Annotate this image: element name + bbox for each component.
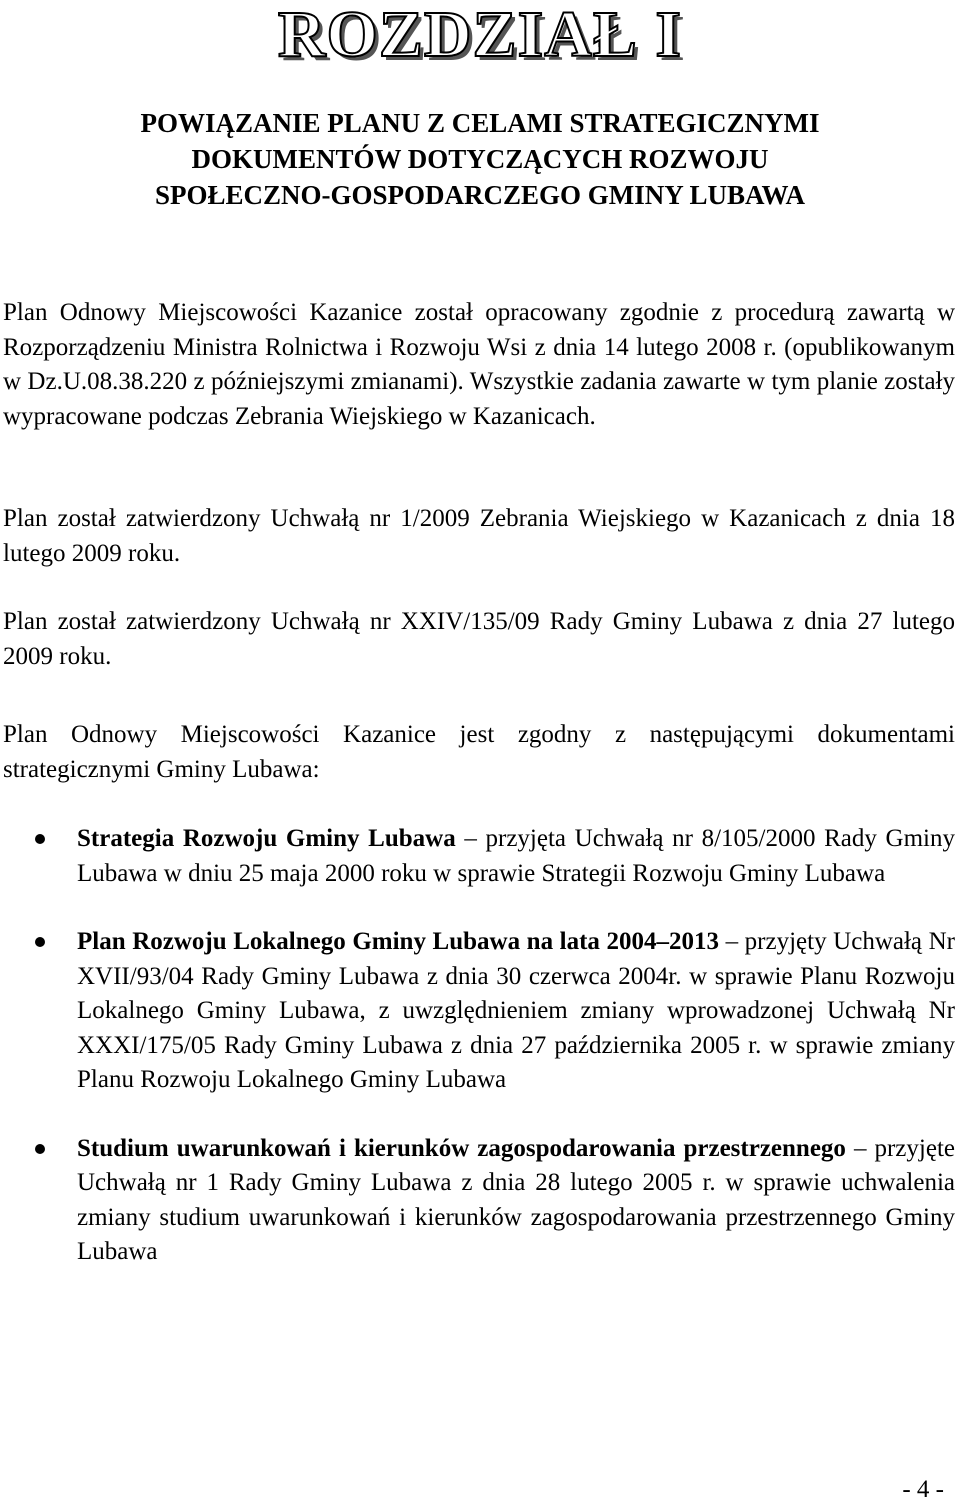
chapter-subtitle xyxy=(0,105,960,213)
bullet-icon xyxy=(35,834,45,844)
subtitle-line: DOKUMENTÓW DOTYCZĄCYCH ROZWOJU xyxy=(191,144,769,174)
list-item-strategy xyxy=(0,822,955,891)
list-item-text: – przyjęte Uchwałą nr 1 Rady Gminy Lubawa z dnia 28 lutego 2005 r. w sprawie uchwalenia zmiany studium uwarunkowań i kierunków zagospodarowania przestrzennego Gminy Lubawa xyxy=(77,1134,955,1265)
subtitle-line: SPOŁECZNO-GOSPODARCZEGO GMINY LUBAWA xyxy=(154,180,806,210)
list-item-text: – przyjęty Uchwałą Nr XVII/93/04 Rady Gminy Lubawa z dnia 30 czerwca 2004r. w sprawie Planu Rozwoju Lokalnego Gminy Lubawa, z uwzględnieniem zmiany wprowadzonej Uchwałą Nr XXXI/175/05 Rady Gminy Lubawa z dnia 27 października 2005 r. w sprawie zmiany Planu Rozwoju Lokalnego Gminy Lubawa xyxy=(77,928,955,1093)
paragraph-plan-procedure: Plan Odnowy Miejscowości Kazanice został opracowany zgodnie z procedurą zawartą w Rozporządzeniu Ministra Rolnictwa i Rozwoju Wsi z dnia 14 lutego 2008 r. (opublikowanym w Dz.U.08.38.220 z późniejszymi zmianami). Wszystkie zadania zawarte w tym planie zostały wypracowane podczas Zebrania Wiejskiego w Kazanicach. xyxy=(3,299,955,430)
list-item-text: – przyjęta Uchwałą nr 8/105/2000 Rady Gminy Lubawa w dniu 25 maja 2000 roku w sprawie Strategii Rozwoju Gminy Lubawa xyxy=(77,825,955,887)
list-item-spatial-study xyxy=(0,1132,955,1270)
paragraph-village-resolution: Plan został zatwierdzony Uchwałą nr 1/2009 Zebrania Wiejskiego w Kazanicach z dnia 18 lutego 2009 roku. xyxy=(3,505,955,567)
paragraph-council-resolution: Plan został zatwierdzony Uchwałą nr XXIV/135/09 Rady Gminy Lubawa z dnia 27 lutego 2009 roku. xyxy=(3,608,955,670)
list-item-title: Strategia Rozwoju Gminy Lubawa xyxy=(77,825,456,852)
chapter-title: ROZDZIAŁ I xyxy=(277,0,683,71)
list-item-local-development-plan xyxy=(0,925,955,1098)
paragraph-strategic-documents: Plan Odnowy Miejscowości Kazanice jest zgodny z następującymi dokumentami strategicznymi Gminy Lubawa: xyxy=(3,721,955,783)
page-number: - 4 - xyxy=(902,1476,944,1503)
subtitle-line: POWIĄZANIE PLANU Z CELAMI STRATEGICZNYMI xyxy=(140,108,820,138)
bullet-icon xyxy=(35,1144,45,1154)
list-item-title: Plan Rozwoju Lokalnego Gminy Lubawa na lata 2004–2013 xyxy=(77,928,720,955)
strategic-documents-list xyxy=(0,822,960,1270)
list-item-title: Studium uwarunkowań i kierunków zagospodarowania przestrzennego xyxy=(77,1134,846,1162)
bullet-icon xyxy=(35,937,45,947)
